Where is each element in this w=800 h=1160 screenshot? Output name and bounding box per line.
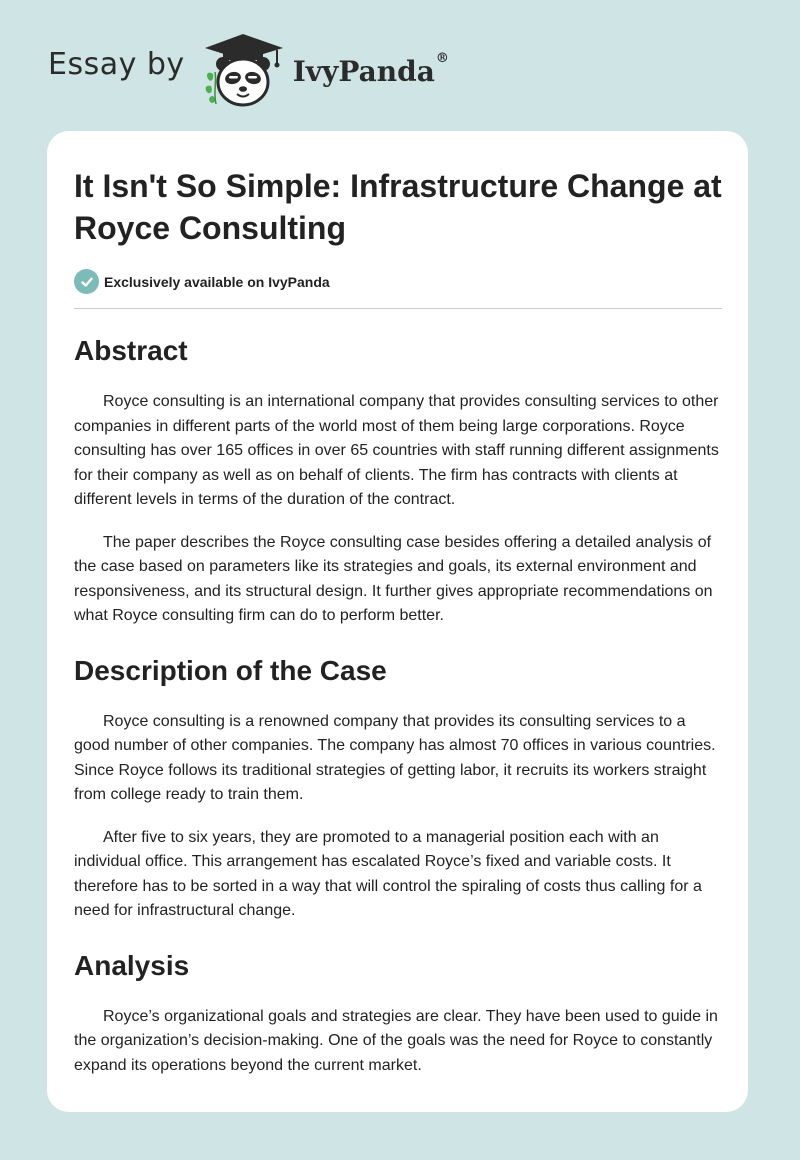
section-heading: Abstract bbox=[74, 335, 188, 366]
registered-mark: ® bbox=[435, 50, 449, 66]
paragraph: Royce consulting is a renowned company that provides its consulting services to a good number of other companies. The company has almost 70 offices in various countries. Since Royce follows its traditional strategies of getting labor, it recruits its workers straight from college ready to train them. bbox=[74, 712, 716, 803]
paragraph: Royce’s organizational goals and strategies are clear. They have been used to guide in the organization’s decision-making. One of the goals was the need for Royce to constantly expand its operations beyond the current market. bbox=[74, 1007, 718, 1074]
divider bbox=[74, 308, 722, 309]
paragraph: Royce consulting is an international company that provides consulting services to other companies in different parts of the world most of them being large corporations. Royce consulting has over 165 offices in over 65 countries with staff running different assignments for their company as well as on behalf of clients. The firm has contracts with clients at different levels in terms of the duration of the contract. bbox=[74, 393, 719, 508]
section-heading: Analysis bbox=[74, 949, 190, 981]
paragraph: After five to six years, they are promoted to a managerial position each with an individual office. This arrangement has escalated Royce’s fixed and variable costs. It therefore has to be sorted in a way that will control the spiraling of costs thus calling for a need for infrastructural change. bbox=[74, 828, 702, 919]
ivy-leaf-icon bbox=[205, 72, 215, 104]
checkmark-icon bbox=[74, 269, 99, 294]
paragraph: The paper describes the Royce consulting case besides offering a detailed analysis of the case based on parameters like its strategies and goals, its external environment and responsiveness, and its structural design. It further gives appropriate recommendations on what Royce consulting firm can do to perform better. bbox=[74, 533, 713, 624]
brand-name-text: IvyPanda bbox=[292, 54, 435, 88]
section-analysis bbox=[74, 948, 722, 1079]
essay-card bbox=[47, 131, 748, 1112]
brand-prefix: Essay by bbox=[48, 46, 185, 82]
site-header bbox=[48, 30, 449, 110]
panda-logo-icon[interactable] bbox=[199, 30, 287, 110]
section-description bbox=[74, 653, 722, 924]
essay-title: It Isn't So Simple: Infrastructure Change at Royce Consulting bbox=[74, 168, 722, 246]
brand-name bbox=[292, 50, 449, 88]
exclusive-label: Exclusively available on IvyPanda bbox=[104, 273, 330, 290]
section-heading: Description of the Case bbox=[74, 654, 387, 686]
exclusive-badge bbox=[74, 268, 722, 295]
section-abstract bbox=[74, 333, 722, 629]
